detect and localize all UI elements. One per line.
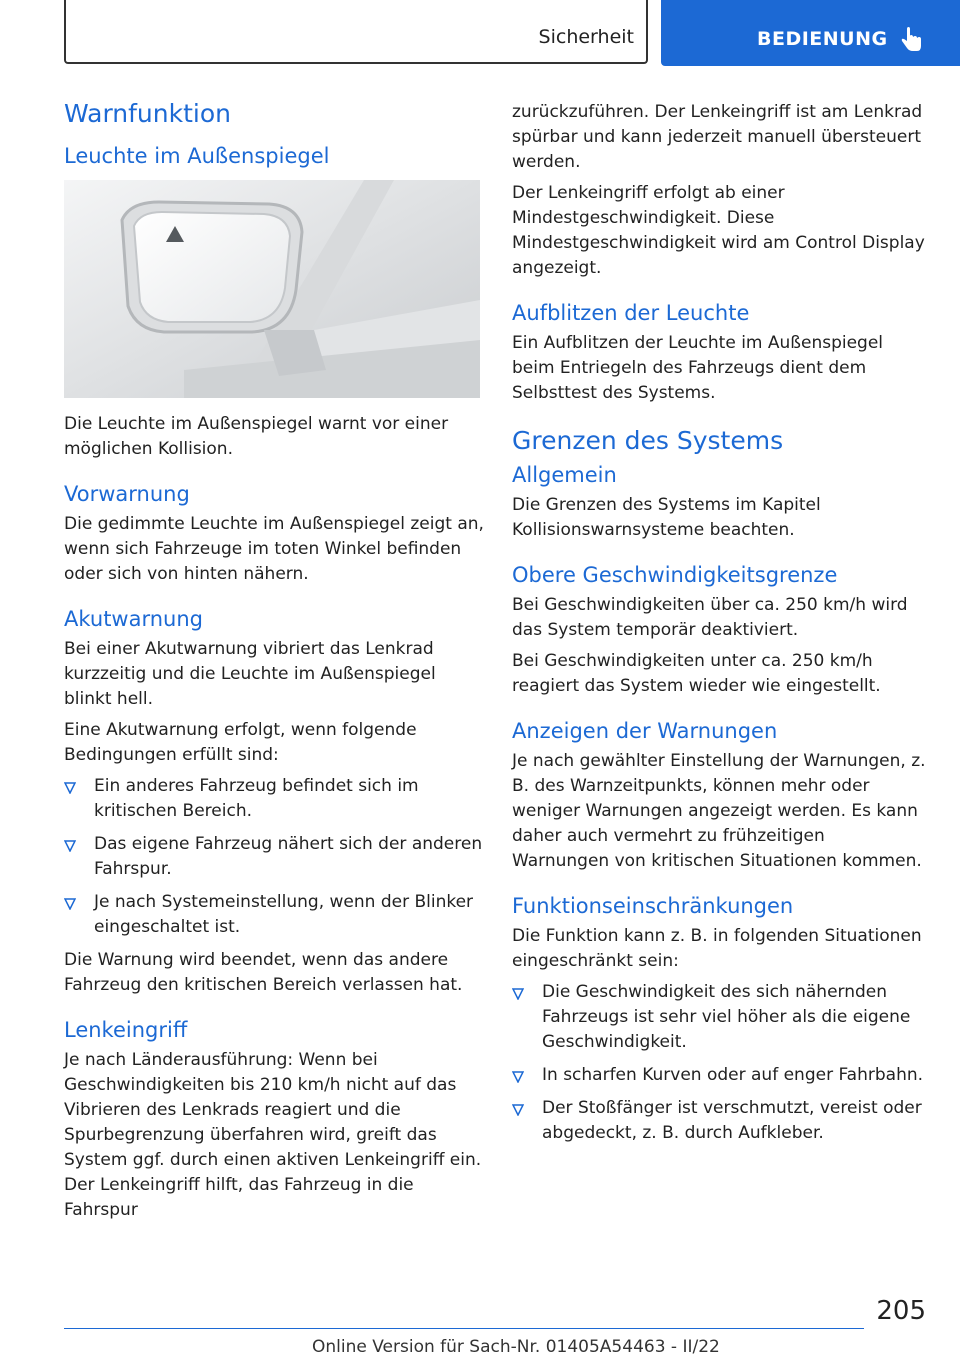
- footer-divider: [64, 1328, 864, 1329]
- header-section-box: [64, 0, 648, 64]
- paragraph-lenkeingriff: Je nach Länderausführung: Wenn bei Geschwindigkeiten bis 210 km/h nicht auf das Vibrieren des Lenkrads reagiert und die Spurbegrenzung überfahren wird, greift das System ggf. durch einen aktiven Lenkeingriff ein. Der Lenkeingriff hilft, das Fahrzeug in die Fahrspur: [64, 1050, 482, 1220]
- list-item: [64, 832, 484, 882]
- heading-vorwarnung: Vorwarnung: [64, 482, 190, 506]
- list-item-text: Das eigene Fahrzeug nähert sich der anderen Fahrspur.: [94, 834, 483, 879]
- footer-version-text: Online Version für Sach-Nr. 01405A54463 - II/22: [312, 1337, 720, 1357]
- list-item: [512, 980, 927, 1055]
- paragraph-anzeigen: Je nach gewählter Einstellung der Warnungen, z. B. des Warnzeitpunkts, können mehr oder weniger Warnungen angezeigt werden. Es kann daher auch vermehrt zu frühzeitigen Warnungen von kritischen Situationen kommen.: [512, 751, 926, 871]
- paragraph-allgemein: Die Grenzen des Systems im Kapitel Kollisionswarnsysteme beachten.: [512, 495, 821, 540]
- side-mirror-image: [64, 180, 480, 398]
- section-title-grenzen: Grenzen des Systems: [512, 426, 784, 455]
- heading-anzeigen: Anzeigen der Warnungen: [512, 719, 778, 743]
- list-item: [512, 1096, 927, 1146]
- paragraph-obere-2: Bei Geschwindigkeiten unter ca. 250 km/h reagiert das System wieder wie eingestellt.: [512, 651, 881, 696]
- list-item-text: In scharfen Kurven oder auf enger Fahrbahn.: [542, 1065, 924, 1085]
- heading-obere-grenze: Obere Geschwindigkeitsgrenze: [512, 563, 838, 587]
- list-item: [64, 890, 484, 940]
- header-tab-bedienung[interactable]: [661, 0, 960, 66]
- paragraph-aufblitzen: Ein Aufblitzen der Leuchte im Außenspiegel beim Entriegeln des Fahrzeugs dient dem Selbsttest des Systems.: [512, 333, 884, 403]
- heading-akutwarnung: Akutwarnung: [64, 607, 203, 631]
- heading-leuchte: Leuchte im Außenspiegel: [64, 144, 330, 168]
- paragraph-funktion: Die Funktion kann z. B. in folgenden Situationen eingeschränkt sein:: [512, 926, 922, 971]
- page-number: 205: [876, 1296, 926, 1326]
- triangle-bullet-icon: [512, 1104, 524, 1116]
- paragraph-leuchte: Die Leuchte im Außenspiegel warnt vor einer möglichen Kollision.: [64, 414, 449, 459]
- heading-aufblitzen: Aufblitzen der Leuchte: [512, 301, 750, 325]
- paragraph-lenkeingriff-cont: zurückzuführen. Der Lenkeingriff ist am Lenkrad spürbar und kann jederzeit manuell übersteuert werden.: [512, 102, 923, 172]
- header-tab-label: BEDIENUNG: [757, 28, 888, 50]
- funktion-list: [512, 980, 927, 1146]
- list-item-text: Je nach Systemeinstellung, wenn der Blinker eingeschaltet ist.: [94, 892, 474, 937]
- akut-conditions-list: [64, 774, 484, 940]
- paragraph-akut-1: Bei einer Akutwarnung vibriert das Lenkrad kurzzeitig und die Leuchte im Außenspiegel blinkt hell.: [64, 639, 436, 709]
- list-item-text: Ein anderes Fahrzeug befindet sich im kritischen Bereich.: [94, 776, 419, 821]
- section-title-warnfunktion: Warnfunktion: [64, 99, 231, 128]
- heading-funktionseinschraenkungen: Funktionseinschränkungen: [512, 894, 794, 918]
- list-item: [64, 774, 484, 824]
- triangle-bullet-icon: [64, 840, 76, 852]
- paragraph-akut-2: Eine Akutwarnung erfolgt, wenn folgende Bedingungen erfüllt sind:: [64, 720, 417, 765]
- paragraph-lenkeingriff-2: Der Lenkeingriff erfolgt ab einer Mindestgeschwindigkeit. Diese Mindestgeschwindigkeit wird am Control Display angezeigt.: [512, 183, 925, 278]
- paragraph-obere-1: Bei Geschwindigkeiten über ca. 250 km/h wird das System temporär deaktiviert.: [512, 595, 908, 640]
- list-item-text: Der Stoßfänger ist verschmutzt, vereist oder abgedeckt, z. B. durch Aufkleber.: [542, 1098, 922, 1143]
- triangle-bullet-icon: [64, 782, 76, 794]
- triangle-bullet-icon: [512, 988, 524, 1000]
- list-item: [512, 1063, 927, 1088]
- paragraph-akut-3: Die Warnung wird beendet, wenn das andere Fahrzeug den kritischen Bereich verlassen hat.: [64, 950, 463, 995]
- list-item-text: Die Geschwindigkeit des sich nähernden Fahrzeugs ist sehr viel höher als die eigene Geschwindigkeit.: [542, 982, 911, 1052]
- right-column: [512, 100, 927, 1154]
- triangle-bullet-icon: [64, 898, 76, 910]
- header-section-label: Sicherheit: [538, 26, 634, 48]
- paragraph-vorwarnung: Die gedimmte Leuchte im Außenspiegel zeigt an, wenn sich Fahrzeuge im toten Winkel befinden oder sich von hinten nähern.: [64, 514, 484, 584]
- left-column: [64, 95, 484, 1229]
- pointing-hand-icon: [898, 26, 926, 54]
- triangle-bullet-icon: [512, 1071, 524, 1083]
- heading-lenkeingriff: Lenkeingriff: [64, 1018, 188, 1042]
- heading-allgemein: Allgemein: [512, 463, 617, 487]
